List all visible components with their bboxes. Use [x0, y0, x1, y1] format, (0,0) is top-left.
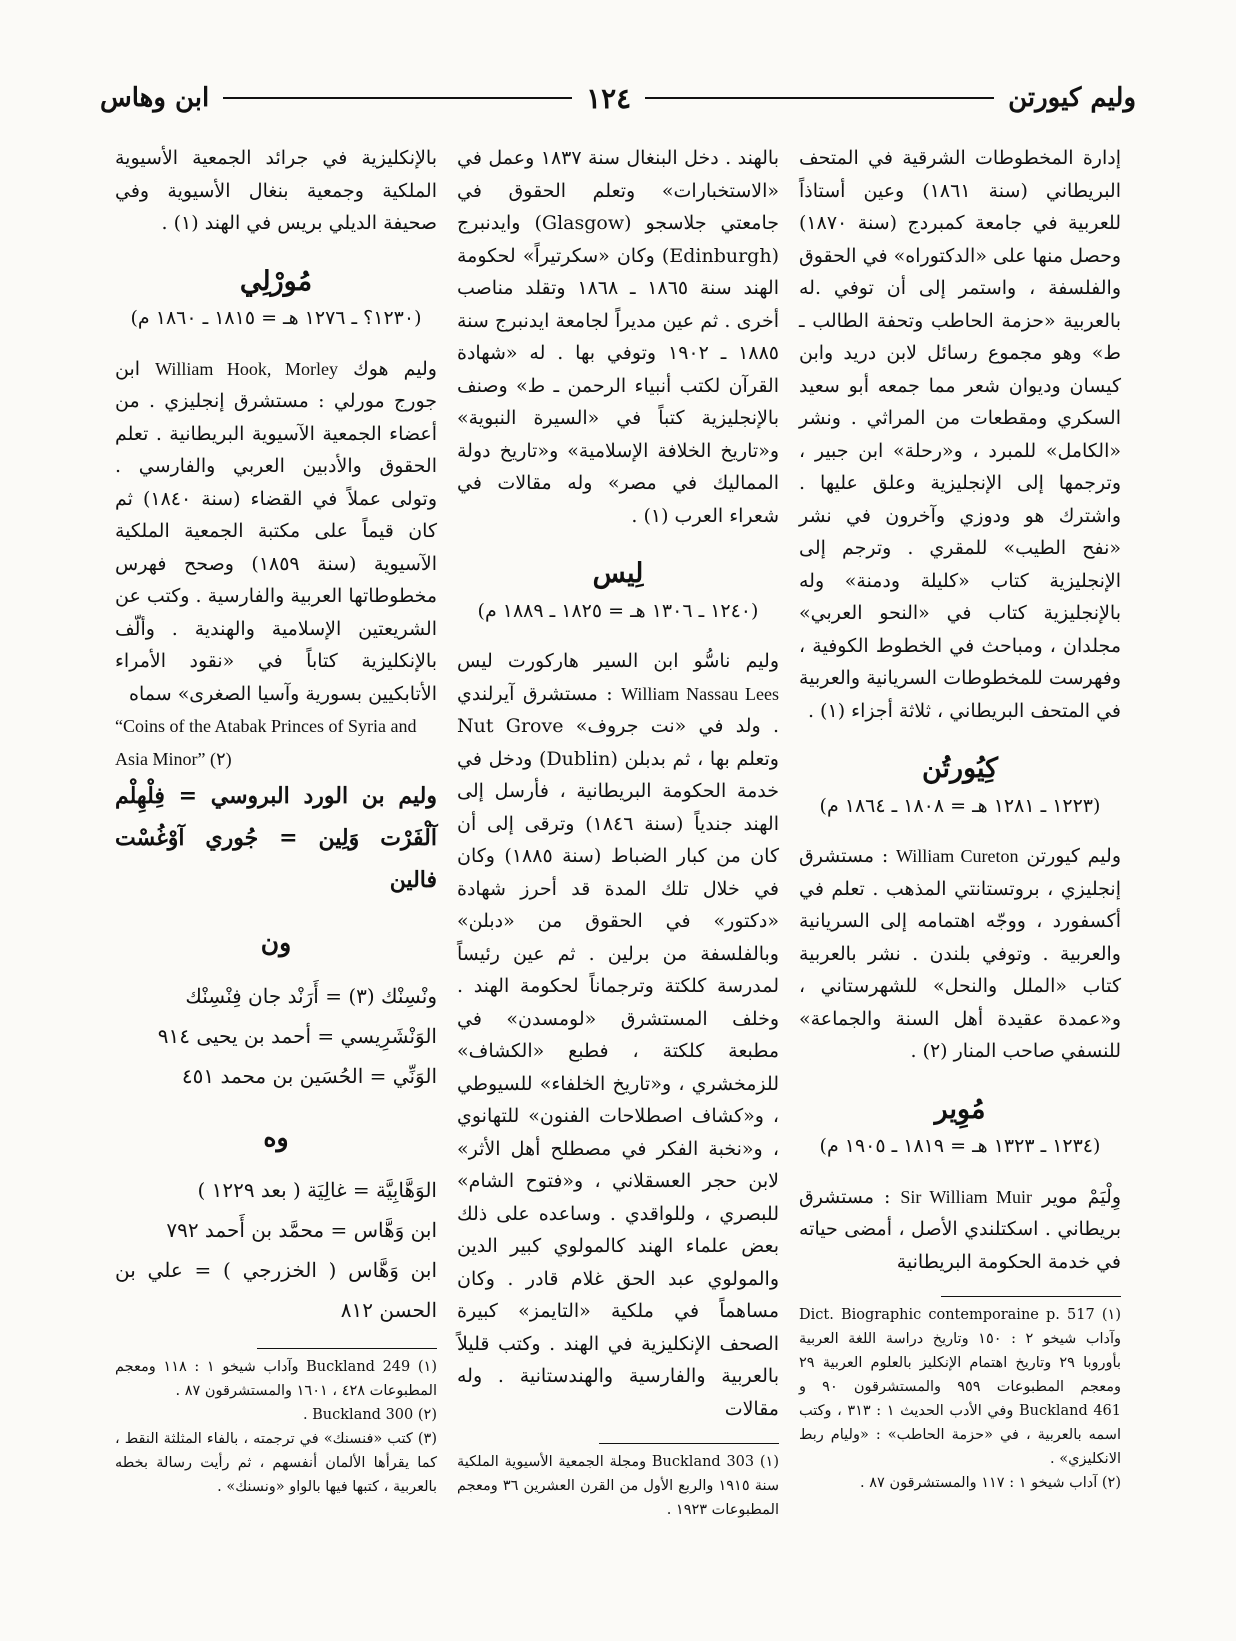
- entry-title-lees: لِيس: [592, 558, 644, 589]
- footnote-rule-left: [257, 1348, 437, 1349]
- muir-continuation-middle: بالهند . دخل البنغال سنة ١٨٣٧ وعمل في «الاستخبارات» وتعلم الحقوق في جامعتي جلاسجو (Glasgow) وايدنبرج (Edinburgh) وكان «سكرتيراً» لحكومة الهند سنة ١٨٦٥ ـ ١٨٦٨ وتقلد مناصب أخرى . ثم عين مديراً لجامعة ايدنبرج سنة ١٨٨٥ ـ ١٩٠٢ وتوفي بها . له «شهادة القرآن لكتب أنبياء الرحمن ـ ط» وصنف بالإنجليزية كتباً في «السيرة النبوية» و«تاريخ الخلافة الإسلامية» و«تاريخ دولة المماليك في مصر» وله مقالات في شعراء العرب (١) .: [457, 147, 780, 527]
- muir-name-ar: وِلْيَمْ موير: [1041, 1185, 1122, 1208]
- entry-title-muir: مُوِير: [934, 1093, 986, 1125]
- entry-dates-cureton: (١٢٢٣ ـ ١٢٨١ هـ = ١٨٠٨ ـ ١٨٦٤ م): [819, 794, 1101, 817]
- morley-latin-title: “Coins of the Atabak Princes of Syria and Asia Minor” (٢): [115, 716, 417, 769]
- footnote-left-1: (١) Buckland 249 وآداب شيخو ١ : ١١٨ ومعجم المطبوعات ٤٢٨ ، ١٦٠١ والمستشرقون ٨٧ .: [115, 1359, 437, 1399]
- footnote-left-2: (٢) Buckland 300 .: [302, 1407, 437, 1423]
- xref-wn-2: الوَنْشَرِيسي = أحمد بن يحيى ٩١٤: [157, 1023, 437, 1048]
- morley-body: ابن جورج مورلي : مستشرق إنجليزي . من أعضاء الجمعية الآسيوية البريطانية . تعلم الحقوق والأدبين العربي والفارسي . وتولى عملاً في القضاء (سنة ١٨٤٠) ثم كان قيماً على مكتبة الجمعية الملكية الآسيوية (سنة ١٨٥٩) وصحح فهرس مخطوطاتها العربية والفارسية . وكتب عن الشريعتين الإسلامية والهندية . وألّف بالإنكليزية كتاباً في «نقود الأمراء الأتابكيين بسورية وآسيا الصغرى» سماه: [115, 357, 438, 705]
- header-rule-right: [645, 97, 994, 99]
- cureton-body: : مستشرق إنجليزي ، بروتستانتي المذهب . تعلم في أكسفورد ، ووجّه اهتمامه إلى السريانية والعربية . وتوفي بلندن . نشر بالعربية كتاب «الملل والنحل» للشهرستاني ، و«عمدة عقيدة أهل السنة والجماعة» للنسفي صاحب المنار (٢) .: [799, 845, 1121, 1062]
- morley-name-ar: وليم هوك: [353, 357, 437, 380]
- lees-name-ar: وليم ناسُّو ابن السير هاركورت ليس: [457, 650, 779, 672]
- lees-body: : مستشرق آيرلندي . ولد في «نت جروف» Nut Grove وتعلم بها ، ثم بدبلن (Dublin) ودخل في خدمة الحكومة البريطانية ، فأرسل إلى الهند جندياً (سنة ١٨٤٦) وترقى إلى أن كان من كبار الضباط (سنة ١٨٨٥) وكان في خلال تلك المدة قد أحرز شهادة «دكتور» في الحقوق من «دبلن» وبالفلسفة من برلين . ثم عين رئيساً لمدرسة كلكتة وترجماناً لحكومة الهند . وخلف المستشرق «لومسدن» في مطبعة كلكتة ، فطبع «الكشاف» للزمخشري ، و«تاريخ الخلفاء» للسيوطي ، و«كشاف اصطلاحات الفنون» للتهانوي ، و«نخبة الفكر في مصطلح أهل الأثر» لابن حجر العسقلاني ، و«فتوح الشام» للبصري ، وللواقدي . وساعده على ذلك بعض علماء الهند كالمولوي كبير الدين والمولوي عبد الحق غلام قادر . وكان مساهماً في ملكية «التايمز» كبيرة الصحف الإنكليزية في الهند . وكتب قليلاً بالعربية والفارسية والهندستانية . وله مقالات: [457, 682, 780, 1420]
- column-right: [799, 142, 1121, 1601]
- entry-dates-lees: (١٢٤٠ ـ ١٣٠٦ هـ = ١٨٢٥ ـ ١٨٨٩ م): [477, 599, 759, 622]
- footnote-middle-1: (١) Buckland 303 ومجلة الجمعية الأسيوية الملكية سنة ١٩١٥ والربع الأول من القرن العشرين ٣٦ ومعجم المطبوعات ١٩٢٣ .: [457, 1454, 779, 1518]
- footnote-right-1: (١) Dict. Biographic contemporaine p. 517 وآداب شيخو ٢ : ١٥٠ وتاريخ دراسة اللغة العربية بأوروبا ٢٩ وتاريخ اهتمام الإنكليز بالعلوم العربية ٢٩ ومعجم المطبوعات ٩٥٩ والمستشرقون ٩٠ و Buckland 461 وفي الأدب الحديث ١ : ٣١٣ ، وكتب اسمه بالعربية ، في «حزمة الحاطب» : «وليام ربط الانكليزي» .: [799, 1307, 1122, 1467]
- muir-continuation-text: إدارة المخطوطات الشرقية في المتحف البريطاني (سنة ١٨٦١) وعين أستاذاً للعربية في جامعة كمبردج (سنة ١٨٧٠) وحصل منها على «الدكتوراه» في الحقوق والفلسفة ، واستمر إلى أن توفي .له بالعربية «حزمة الحاطب وتحفة الطالب ـ ط» وهو مجموع رسائل لابن دريد وابن كيسان وديوان شعر مما جمعه أبو سعيد السكري ومقطعات من المراثي . ونشر «الكامل» للمبرد ، و«رحلة» ابن جبير ، وترجمها إلى الإنجليزية وعلق عليها . واشترك هو ودوزي وآخرون في نشر «نفح الطيب» للمقري . وترجم إلى الإنجليزية كتاب «كليلة ودمنة» وله بالإنجليزية كتاب في «النحو العربي» مجلدان ، ومباحث في الخطوط الكوفية ، وفهرست للمخطوطات السريانية والعربية في المتحف البريطاني ، ثلاثة أجزاء (١) .: [799, 147, 1121, 722]
- xref-wn-3: الوَنِّي = الحُسَين بن محمد ٤٥١: [181, 1063, 437, 1088]
- section-letter-wn: ون: [260, 928, 292, 957]
- entry-title-cureton: كِيُورتُن: [921, 753, 999, 784]
- lees-name-latin: William Nassau Lees: [621, 683, 780, 704]
- xref-wh-1: الوَهَّابِيَّة = غالِيَة ( بعد ١٢٢٩ ): [197, 1178, 437, 1202]
- lees-continuation-text: بالإنكليزية في جرائد الجمعية الأسيوية الملكية وجمعية بنغال الأسيوية وفي صحيفة الديلي بريس في الهند (١) .: [115, 147, 437, 234]
- running-header: [100, 78, 1136, 118]
- footnote-right-2: (٢) آداب شيخو ١ : ١١٧ والمستشرقون ٨٧ .: [860, 1475, 1121, 1491]
- entry-body-cureton: [799, 840, 1121, 1068]
- header-left-title: ابن وهاس: [100, 83, 210, 113]
- footnote-rule-middle: [599, 1443, 779, 1444]
- footnote-rule-right: [941, 1296, 1121, 1297]
- xref-wh-2: ابن وَهَّاس = محمَّد بن أَحمد ٧٩٢: [166, 1218, 437, 1242]
- entry-body-muir: [799, 1181, 1121, 1279]
- footnote-left-3: (٣) كتب «فنسنك» في ترجمته ، بالفاء المثلثة النقط ، كما يقرأها الألمان أنفسهم ، ثم رأيت رسالة بخطه بالعربية ، كتبها فيها بالواو «ونسنك» .: [115, 1431, 437, 1495]
- entry-body-morley: [115, 353, 437, 711]
- entry-dates-morley: (١٢٣٠؟ ـ ١٢٧٦ هـ = ١٨١٥ ـ ١٨٦٠ م): [130, 307, 422, 329]
- column-middle: [457, 142, 779, 1601]
- entry-dates-muir: (١٢٣٤ ـ ١٣٢٣ هـ = ١٨١٩ ـ ١٩٠٥ م): [819, 1135, 1101, 1157]
- header-right-title: وليم كيورتن: [1008, 83, 1136, 113]
- cureton-name-ar: وليم كيورتن: [1026, 845, 1121, 867]
- entry-body-lees: [457, 645, 779, 1425]
- page-number: ١٢٤: [586, 81, 632, 115]
- header-rule-left: [223, 97, 572, 99]
- xref-wh-3: ابن وَهَّاس ( الخزرجي ) = علي بن الحسن ٨١٢: [115, 1258, 437, 1322]
- xref-wn-1: ونْسِنْك (٣) = أَرَنْد جان فِنْسِنْك: [185, 983, 437, 1008]
- section-letter-wh: وه: [263, 1122, 289, 1152]
- crossref-william-bin-al-ward: وليم بن الورد البروسي = فِلْهِلْم آلْفَرْت وَلِين = جُوري آوْغُسْت فالين: [115, 783, 437, 893]
- muir-name-latin: Sir William Muir: [900, 1186, 1033, 1207]
- morley-name-latin: William Hook, Morley: [155, 358, 338, 379]
- column-left: [115, 142, 437, 1601]
- cureton-name-latin: William Cureton: [896, 846, 1019, 866]
- entry-title-morley: مُورْلِي: [239, 265, 313, 297]
- muir-body: : مستشرق بريطاني . اسكتلندي الأصل ، أمضى حياته في خدمة الحكومة البريطانية: [799, 1185, 1121, 1273]
